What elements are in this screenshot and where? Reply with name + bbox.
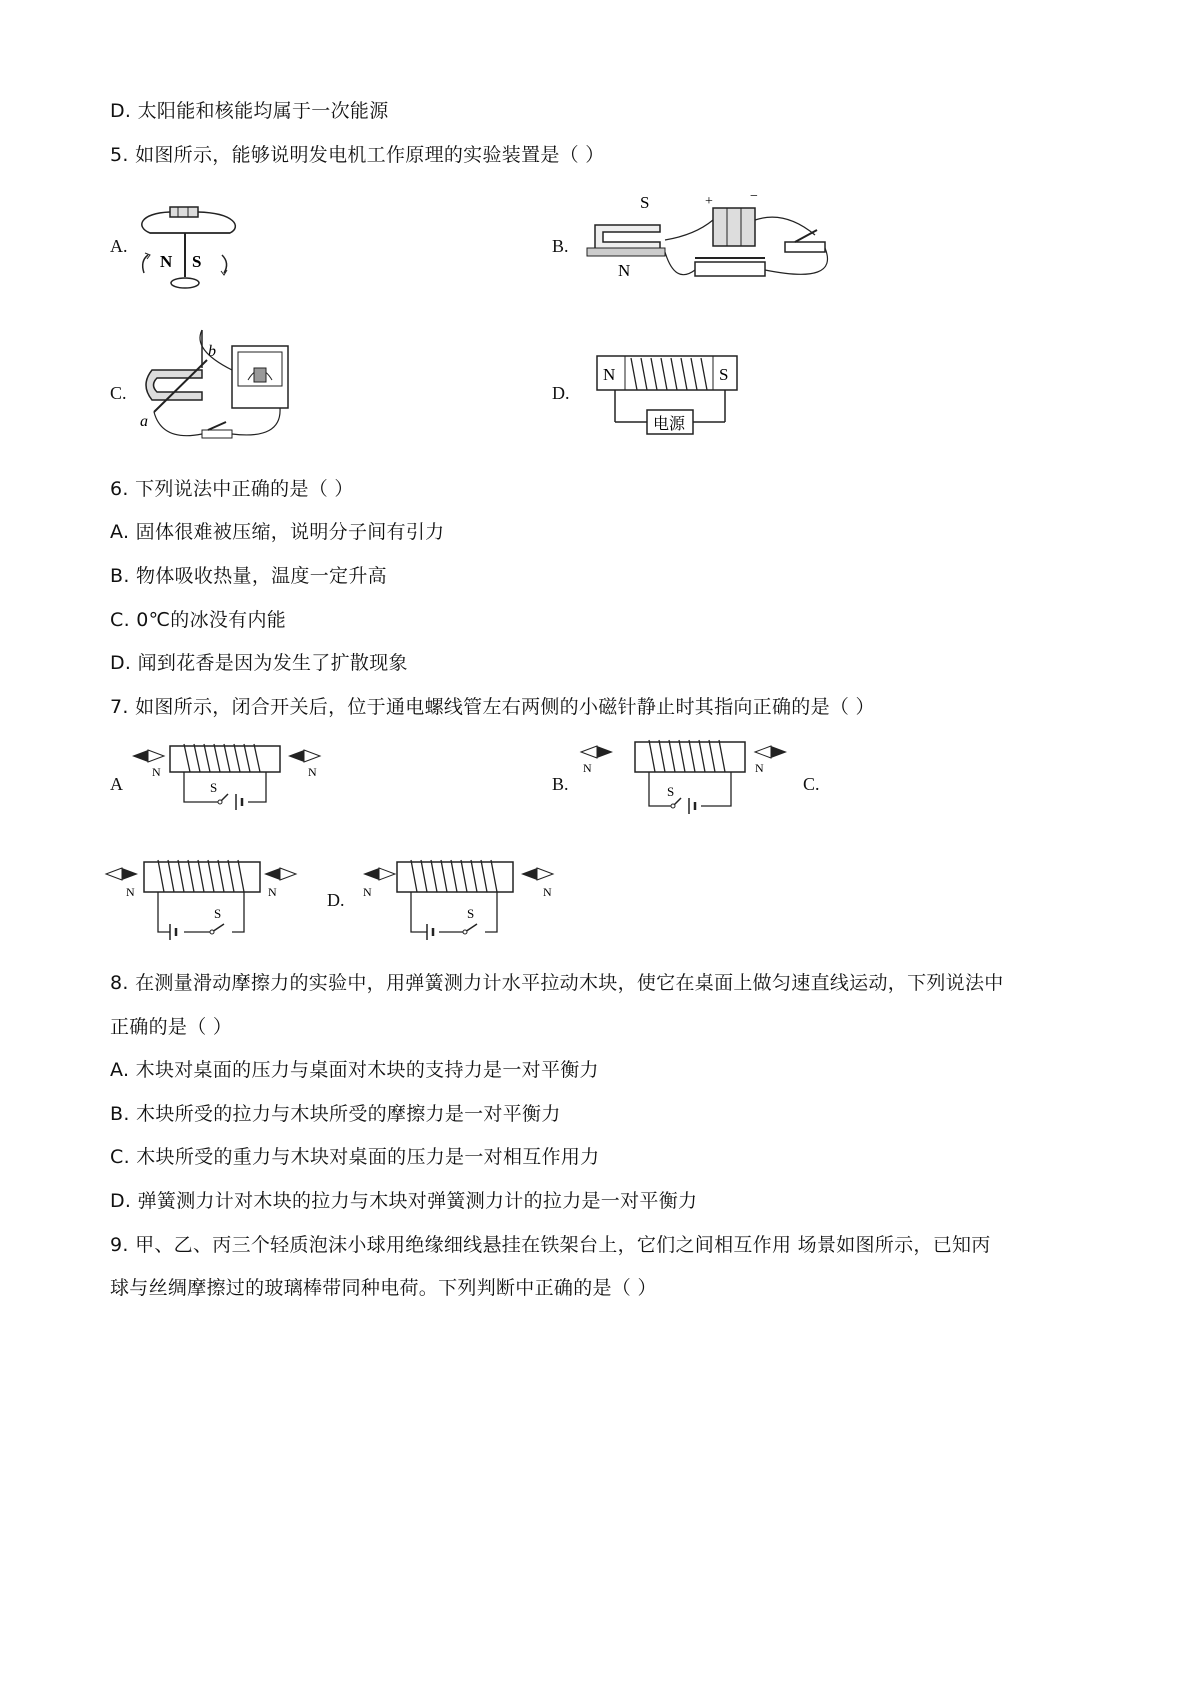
q5b-plus-label: + bbox=[705, 194, 713, 209]
q5b-north-label: N bbox=[618, 261, 631, 280]
q7-figure-a bbox=[128, 744, 338, 824]
q7b-right-n: N bbox=[755, 761, 764, 775]
q5-option-a-label: A. bbox=[110, 236, 128, 256]
q7-option-a-label: A bbox=[110, 774, 123, 794]
q6-option-b: B. 物体吸收热量，温度一定升高 bbox=[110, 565, 387, 587]
q7d-left-n: N bbox=[363, 885, 372, 899]
q7b-left-n: N bbox=[583, 761, 592, 775]
q5a-north-label: N bbox=[160, 252, 173, 271]
q7-stem: 7. 如图所示，闭合开关后，位于通电螺线管左右两侧的小磁针静止时其指向正确的是（ ） bbox=[110, 696, 875, 718]
q7-figure-d bbox=[357, 860, 567, 945]
q7c-left-n: N bbox=[126, 885, 135, 899]
q7-option-d-label: D. bbox=[327, 890, 345, 910]
q5c-a-label: a bbox=[140, 413, 148, 430]
q5-option-c-label: C. bbox=[110, 383, 127, 403]
q7a-switch-s: S bbox=[210, 780, 218, 795]
q7-figure-b bbox=[575, 740, 795, 825]
q6-stem: 6. 下列说法中正确的是（ ） bbox=[110, 478, 354, 500]
q8-option-c: C. 木块所受的重力与木块对桌面的压力是一对相互作用力 bbox=[110, 1146, 600, 1168]
q8-stem-line2: 正确的是（ ） bbox=[110, 1016, 233, 1038]
q7b-switch-s: S bbox=[667, 784, 675, 799]
q7d-right-n: N bbox=[543, 885, 552, 899]
q5-figure-c bbox=[132, 330, 322, 450]
q5d-south-label: S bbox=[719, 365, 729, 384]
q7d-switch-s: S bbox=[467, 906, 475, 921]
q8-option-d: D. 弹簧测力计对木块的拉力与木块对弹簧测力计的拉力是一对平衡力 bbox=[110, 1190, 698, 1212]
q8-stem-line1: 8. 在测量滑动摩擦力的实验中，用弹簧测力计水平拉动木块，使它在桌面上做匀速直线运动，下列说法中 bbox=[110, 972, 1004, 994]
q9-stem-line2: 球与丝绸摩擦过的玻璃棒带同种电荷。下列判断中正确的是（ ） bbox=[110, 1277, 657, 1299]
q4-option-d: D. 太阳能和核能均属于一次能源 bbox=[110, 100, 389, 122]
q7c-right-n: N bbox=[268, 885, 277, 899]
q7-figure-c bbox=[104, 860, 314, 945]
q8-option-a: A. 木块对桌面的压力与桌面对木块的支持力是一对平衡力 bbox=[110, 1059, 599, 1081]
q5-figure-d bbox=[595, 352, 745, 442]
q9-stem-line1: 9. 甲、乙、丙三个轻质泡沫小球用绝缘细线悬挂在铁架台上，它们之间相互作用 场景如图所示，已知丙 bbox=[110, 1234, 991, 1256]
q5d-north-label: N bbox=[603, 365, 616, 384]
q7-option-c-label: C. bbox=[803, 774, 820, 794]
q5-option-b-label: B. bbox=[552, 236, 569, 256]
q6-option-c: C. 0℃的冰没有内能 bbox=[110, 609, 287, 631]
q5c-b-label: b bbox=[208, 343, 216, 360]
q6-option-d: D. 闻到花香是因为发生了扩散现象 bbox=[110, 652, 408, 674]
q5b-south-label: S bbox=[640, 193, 650, 212]
q5-figure-b bbox=[585, 190, 845, 300]
q5-figure-a bbox=[130, 205, 250, 295]
q8-option-b: B. 木块所受的拉力与木块所受的摩擦力是一对平衡力 bbox=[110, 1103, 561, 1125]
q7-option-b-label: B. bbox=[552, 774, 569, 794]
q5d-power-label: 电源 bbox=[653, 416, 686, 433]
q6-option-a: A. 固体很难被压缩，说明分子间有引力 bbox=[110, 521, 445, 543]
q5b-minus-label: − bbox=[750, 189, 758, 204]
q5-option-d-label: D. bbox=[552, 383, 570, 403]
q7c-switch-s: S bbox=[214, 906, 222, 921]
q5-stem: 5. 如图所示，能够说明发电机工作原理的实验装置是（ ） bbox=[110, 144, 605, 166]
q7a-left-n: N bbox=[152, 765, 161, 779]
q7a-right-n: N bbox=[308, 765, 317, 779]
q5a-south-label: S bbox=[192, 252, 202, 271]
